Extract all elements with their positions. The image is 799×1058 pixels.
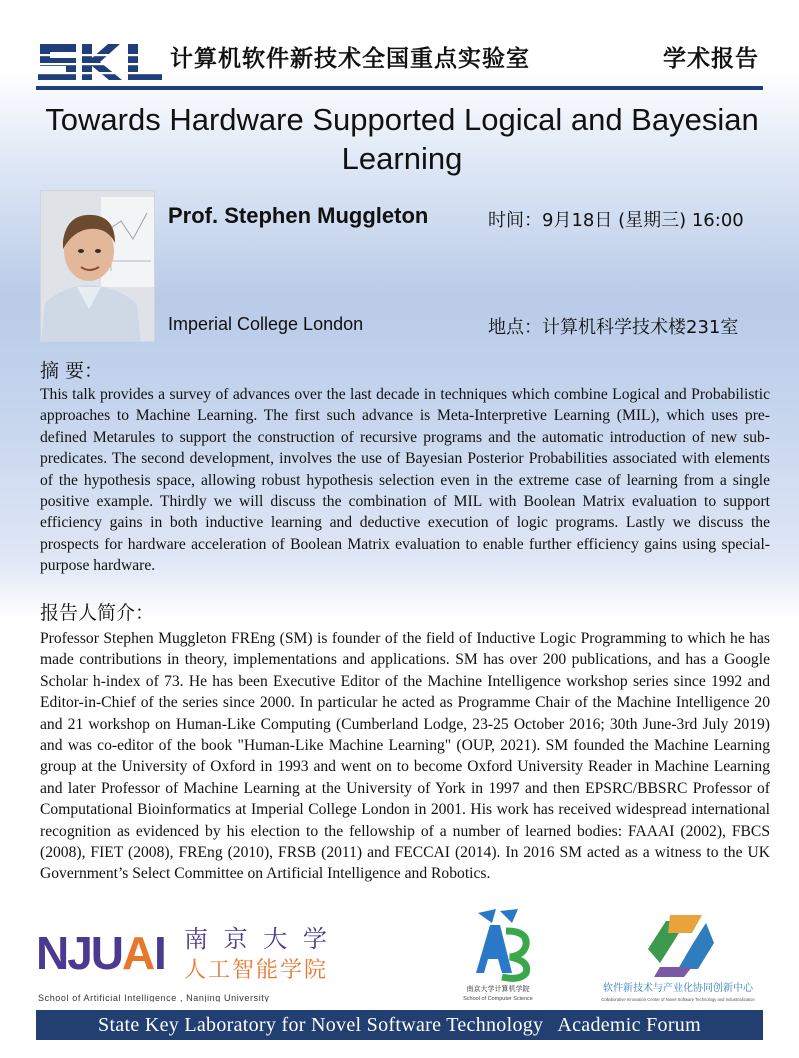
talk-title: Towards Hardware Supported Logical and Bayesian Learning bbox=[45, 102, 759, 176]
partner-logos bbox=[0, 905, 799, 1007]
speaker-affiliation: Imperial College London bbox=[168, 314, 364, 334]
njuai-cn-line2: 人工智能学院 bbox=[184, 958, 329, 983]
cs-school-logo bbox=[456, 905, 540, 1005]
abstract-heading: 摘 要： bbox=[40, 360, 104, 382]
skl-logo bbox=[36, 36, 164, 88]
innovation-center-logo bbox=[578, 909, 778, 1005]
cs-school-cn: 南京大学计算机学院 bbox=[466, 985, 530, 993]
svg-text:NJU: NJU bbox=[36, 927, 123, 979]
bio-text: Professor Stephen Muggleton FREng (SM) is founder of the field of Inductive Logic Programming to which he has made contributions in theory, implementations and applications. SM has over 200 publications, and has a Google Scholar h-index of 73. He has been Executive Editor of the Machine Intelligence workshop series since 1992 and Editor-in-Chief of the series since 2000. In particular he acted as Programme Chair of the Machine Intelligence 20 and 21 workshop on Human-Like Computing (Cumberland Lodge, 23-25 October 2016; 30th June-3rd July 2019) and was co-editor of the book "Human-Like Machine Learning" (OUP, 2021). SM founded the Machine Learning group at the University of Oxford in 1993 and went on to become Oxford University Reader in Machine Learning and later Professor of Machine Learning at the University of York in 1997 and then EPSRC/BBSRC Professor of Computational Bioinformatics at Imperial College London in 2001. His work has received widespread international recognition as evidenced by his election to the fellowship of a number of learned bodies: FAAAI (2002), FBCS (2008), FIET (2008), FREng (2010), FRSB (2011) and FECCAI (2014). In 2016 SM acted as a witness to the UK Government’s Select Committee on Artificial Intelligence and Robotics. bbox=[40, 630, 770, 883]
svg-text:I: I bbox=[154, 927, 167, 979]
header bbox=[0, 0, 799, 92]
center-en: Collaborative Innovation Center of Novel Software Technology and Industrialization bbox=[601, 997, 755, 1002]
header-divider bbox=[36, 86, 763, 90]
njuai-cn-line1: 南 京 大 学 bbox=[184, 925, 331, 953]
bio-heading: 报告人简介： bbox=[40, 602, 155, 624]
footer-bar bbox=[36, 1010, 763, 1040]
cs-school-en: School of Computer Science bbox=[463, 996, 533, 1002]
talk-time: 时间：9月18日 (星期三) 16:00 bbox=[488, 210, 744, 231]
footer-forum: Academic Forum bbox=[557, 1014, 701, 1036]
svg-text:A: A bbox=[122, 927, 156, 979]
center-cn: 软件新技术与产业化协同创新中心 bbox=[603, 983, 753, 994]
lab-name: 计算机软件新技术全国重点实验室 bbox=[170, 46, 530, 72]
njuai-logo bbox=[36, 917, 346, 1002]
speaker-name: Prof. Stephen Muggleton bbox=[168, 203, 429, 228]
njuai-en: School of Artificial Intelligence , Nanjing University bbox=[38, 993, 270, 1002]
footer-lab-name: State Key Laboratory for Novel Software Technology bbox=[98, 1014, 544, 1036]
abstract-text: This talk provides a survey of advances over the last decade in techniques which combine Logical and Probabilistic approaches to Machine Learning. The first such advance is Meta-Interpretive Learning (MIL), which uses pre-defined Metarules to support the construction of recursive programs and the automatic introduction of new sub-predicates. The second development, involves the use of Bayesian Posterior Probabilities associated with elements of the hypothesis space, allowing robust hypothesis selection even in the extreme case of learning from a single positive example. Thirdly we will discuss the combination of MIL with Boolean Matrix evaluation to support efficiency gains in both inductive learning and deductive execution of logic programs. Lastly we discuss the prospects for hardware acceleration of Boolean Matrix evaluation to enable further efficiency gains using special-purpose hardware. bbox=[40, 386, 770, 575]
talk-location: 地点：计算机科学技术楼231室 bbox=[488, 317, 739, 338]
speaker-photo bbox=[40, 190, 155, 342]
report-label: 学术报告 bbox=[663, 46, 759, 72]
